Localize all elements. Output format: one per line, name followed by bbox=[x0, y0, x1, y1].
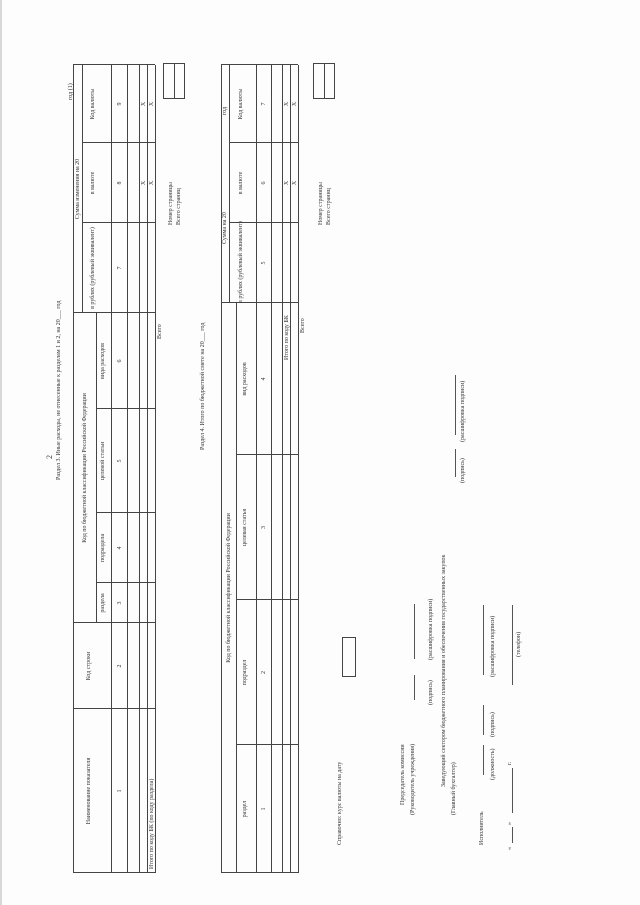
section3-col-row-code: Код строки bbox=[86, 651, 92, 681]
section4-col-sum-group: Сумма на 20 bbox=[222, 212, 228, 244]
section3-col-name: Наименование показателя bbox=[86, 757, 92, 825]
section3-num-2: 2 bbox=[117, 664, 123, 668]
section4-num-3: 3 bbox=[261, 526, 267, 529]
section4-itogo: Итого по коду БК bbox=[284, 315, 290, 360]
section3-col-podrazdel: подраздела bbox=[100, 533, 106, 563]
executor-podpis: (подпись) bbox=[490, 712, 496, 737]
section3-num-7: 7 bbox=[117, 266, 123, 270]
section4-x-val-2: X bbox=[292, 180, 298, 186]
date-quote-right: » bbox=[507, 822, 513, 825]
section3-itogo: Итого по коду БК (по коду раздела) bbox=[149, 778, 155, 869]
section3-col-rub: в рублях (рублевый эквивалент) bbox=[90, 227, 96, 309]
section4-page-num-label: Номер страницы bbox=[318, 182, 324, 225]
section4-col-bk-group: Код по бюджетной классификации Российской Федерации bbox=[226, 513, 232, 663]
chair-podpis: (подпись) bbox=[428, 680, 434, 705]
date-g: г. bbox=[507, 761, 513, 765]
section3-num-9: 9 bbox=[117, 102, 123, 106]
section3-col-vid: вида расходов bbox=[100, 343, 106, 379]
section4-num-6: 6 bbox=[261, 181, 267, 185]
chair-title: Председатель комиссии bbox=[400, 744, 406, 805]
section4-title: Раздел 4. Итого по бюджетной смете на 20___ год bbox=[200, 322, 206, 450]
section3-total-pages-label: Всего страниц bbox=[176, 188, 182, 225]
section3-vsego: Всего bbox=[157, 324, 163, 339]
section4-num-7: 7 bbox=[261, 102, 267, 106]
date-quote-left: « bbox=[507, 847, 513, 850]
section4-col-razdel: раздел bbox=[242, 800, 248, 818]
rate-box[interactable] bbox=[342, 637, 356, 677]
section3-x-val-2: X bbox=[149, 180, 155, 186]
section3-col-cel: целевой статьи bbox=[100, 441, 106, 481]
section4-x-val-1: X bbox=[284, 180, 290, 186]
section4-col-rub: в рублях (рублевый эквивалент) bbox=[238, 221, 244, 303]
head-podpis: (подпись) bbox=[460, 458, 466, 483]
section4-num-1: 1 bbox=[261, 807, 267, 811]
section3-year-code: год (1) bbox=[68, 83, 74, 100]
section3-col-bk-group: Код по бюджетной классификации Российской Федерации bbox=[82, 393, 88, 543]
rate-label: Справочно: курс валюты на дату bbox=[337, 761, 343, 845]
section4-total-pages-label: Всего страниц bbox=[326, 188, 332, 225]
section3-num-8: 8 bbox=[117, 181, 123, 185]
section4-vsego: Всего bbox=[300, 318, 306, 333]
chief-accountant: (Главный бухгалтер) bbox=[451, 762, 457, 815]
section3-num-5: 5 bbox=[117, 459, 123, 463]
section3-x-cur-2: X bbox=[149, 101, 155, 107]
section4-num-2: 2 bbox=[261, 671, 267, 674]
chair-subtitle: (Руководитель учреждения) bbox=[410, 743, 416, 815]
section4-num-5: 5 bbox=[261, 261, 267, 265]
section3-page-num-label: Номер страницы bbox=[168, 182, 174, 225]
section4-x-cur-1: X bbox=[284, 101, 290, 107]
chair-rasshifrovka: (расшифровка подписи) bbox=[428, 598, 434, 660]
executor-label: Исполнитель bbox=[479, 811, 485, 845]
section4-col-cel: целевая статья bbox=[242, 508, 248, 547]
section4-col-year: год bbox=[222, 106, 228, 115]
executor-telefon: (телефон) bbox=[516, 631, 522, 657]
section3-num-4: 4 bbox=[117, 546, 123, 550]
executor-rasshifrovka: (расшифровка подписи) bbox=[490, 615, 496, 677]
section3-num-3: 3 bbox=[117, 601, 123, 605]
section3-num-1: 1 bbox=[117, 789, 123, 793]
section3-x-val-1: X bbox=[141, 180, 147, 186]
section3-x-cur-1: X bbox=[141, 101, 147, 107]
executor-dolzhnost: (должность) bbox=[490, 748, 496, 780]
page-number: 2 bbox=[45, 455, 54, 459]
section3-col-currency: Код валюты bbox=[90, 88, 96, 120]
section3-col-razdel: раздела bbox=[100, 593, 106, 613]
section4-col-val: в валюте bbox=[238, 171, 244, 195]
section4-col-currency: Код валюты bbox=[238, 88, 244, 120]
head-rasshifrovka: (расшифровка подписи) bbox=[460, 380, 466, 442]
section4-x-cur-2: X bbox=[292, 101, 298, 107]
section3-num-6: 6 bbox=[117, 359, 123, 363]
section3-title: Раздел 3. Иные расходы, не отнесенные к разделам 1 и 2, на 20___ год bbox=[56, 300, 62, 480]
head-planning: Заведующий сектором бюджетного планирования и обеспечения государственных закупок bbox=[441, 554, 447, 787]
section3-col-sum-group: Сумма изменения на 20 bbox=[75, 158, 81, 220]
section4-col-vid: вид расходов bbox=[242, 362, 248, 396]
section3-col-val: в валюте bbox=[90, 171, 96, 195]
section4-col-podrazdel: подраздел bbox=[242, 659, 248, 686]
section4-num-4: 4 bbox=[261, 377, 267, 381]
